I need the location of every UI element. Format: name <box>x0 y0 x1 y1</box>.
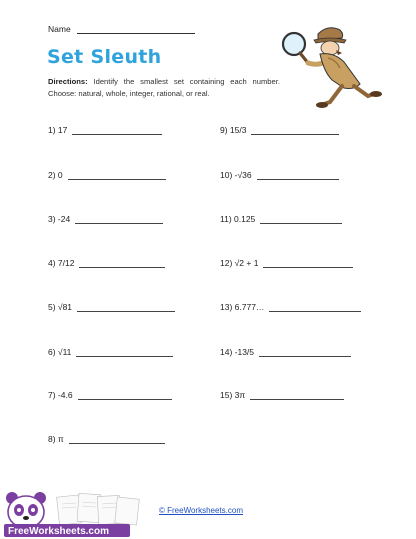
answer-line[interactable] <box>251 126 339 135</box>
answer-line[interactable] <box>78 391 172 400</box>
detective-illustration <box>272 22 384 114</box>
footer-copyright-link[interactable]: © FreeWorksheets.com <box>159 506 243 515</box>
problem-13 <box>220 302 361 312</box>
problem-8 <box>48 434 165 444</box>
name-row <box>48 24 195 34</box>
problem-12 <box>220 258 353 268</box>
problem-label: 8) π <box>48 434 64 444</box>
logo-wordmark: FreeWorksheets.com <box>8 526 109 537</box>
problem-2 <box>48 170 166 180</box>
problem-label: 7) -4.6 <box>48 390 73 400</box>
worksheet-stack-icon <box>57 493 140 525</box>
answer-line[interactable] <box>76 348 173 357</box>
answer-line[interactable] <box>263 259 353 268</box>
problem-10 <box>220 170 339 180</box>
freeworksheets-logo <box>0 488 150 539</box>
answer-line[interactable] <box>259 348 351 357</box>
problem-6 <box>48 347 173 357</box>
problem-label: 9) 15/3 <box>220 125 247 135</box>
problem-14 <box>220 347 351 357</box>
answer-line[interactable] <box>77 303 175 312</box>
answer-line[interactable] <box>257 171 339 180</box>
directions-text: Identify the smallest set containing each number. Choose: natural, whole, integer, rational, or real. <box>48 77 280 98</box>
answer-line[interactable] <box>69 435 165 444</box>
problem-label: 4) 7/12 <box>48 258 75 268</box>
answer-line[interactable] <box>72 126 162 135</box>
problem-label: 12) √2 + 1 <box>220 258 259 268</box>
problem-label: 15) 3π <box>220 390 246 400</box>
problem-15 <box>220 390 344 400</box>
worksheet-title: Set Sleuth <box>47 46 162 68</box>
problem-label: 6) √11 <box>48 347 72 357</box>
answer-line[interactable] <box>79 259 165 268</box>
problem-label: 10) -√36 <box>220 170 252 180</box>
answer-line[interactable] <box>260 215 342 224</box>
problem-5 <box>48 302 175 312</box>
problem-7 <box>48 390 172 400</box>
magnifying-glass-icon <box>283 33 308 63</box>
name-input-line[interactable] <box>77 25 195 34</box>
name-label: Name <box>48 24 71 34</box>
directions <box>48 76 280 100</box>
problem-3 <box>48 214 163 224</box>
answer-line[interactable] <box>75 215 163 224</box>
problem-label: 14) -13/5 <box>220 347 255 357</box>
answer-line[interactable] <box>68 171 166 180</box>
directions-label: Directions: <box>48 77 88 86</box>
problem-label: 5) √81 <box>48 302 73 312</box>
panda-mascot-icon <box>6 492 46 528</box>
problem-9 <box>220 125 339 135</box>
problem-label: 11) 0.125 <box>220 214 256 224</box>
problem-label: 3) -24 <box>48 214 71 224</box>
problem-11 <box>220 214 342 224</box>
answer-line[interactable] <box>269 303 361 312</box>
answer-line[interactable] <box>250 391 344 400</box>
problem-label: 13) 6.777… <box>220 302 265 312</box>
problem-4 <box>48 258 165 268</box>
problem-label: 1) 17 <box>48 125 68 135</box>
problem-label: 2) 0 <box>48 170 63 180</box>
problem-1 <box>48 125 162 135</box>
